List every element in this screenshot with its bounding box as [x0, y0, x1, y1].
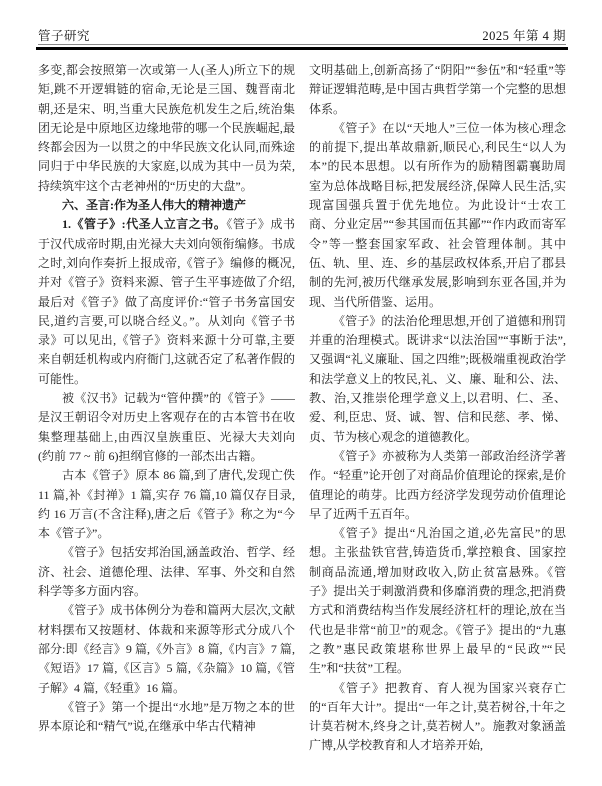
page-body — [38, 61, 566, 776]
running-head — [38, 26, 566, 44]
paragraph: 《管子》把教育、育人视为国家兴衰存亡的“百年大计”。提出“一年之计,莫若树谷,十年之计莫若树木,终身之计,莫若树人”。施教对象涵盖广博,从学校教育和人才培养开始, — [309, 680, 566, 753]
header-rule-thick — [36, 47, 568, 50]
header-rule-thin — [38, 44, 566, 45]
paragraph: 古本《管子》原本 86 篇,到了唐代,发现亡佚 11 篇,补《封禅》1 篇,实存 76 篇,10 篇仅存目录,约 16 万言(不含注释),唐之后《管子》称之为“今本《管子》”。 — [38, 468, 295, 541]
paragraph: 文明基础上,创新高扬了“阴阳”“参伍”和“轻重”等辩证逻辑范畴,是中国古典哲学第一个完整的思想体系。 — [309, 63, 566, 116]
paragraph: 《管子》包括安邦治国,涵盖政治、哲学、经济、社会、道德伦理、法律、军事、外交和自然科学等多方面内容。 — [38, 545, 295, 599]
section-heading: 六、圣言:作为圣人伟大的精神遗产 — [62, 198, 246, 213]
issue-label: 2025 年第 4 期 — [482, 29, 566, 43]
paragraph: 多变,都会按照第一次或第一人(圣人)所立下的规矩,跳不开逻辑链的宿命,无论是三国、魏晋南北朝,还是宋、明,当重大民族危机发生之后,统治集团无论是中原地区边缘地带的哪一个民族崛起,最终都会因为一以贯之的中华民族文化认同,而殊途同归于中华民族的大家庭,以成为其中一员为荣,持续筑牢这个古老神州的“历史的大盘”。 — [38, 63, 295, 193]
text-column-right — [309, 61, 566, 776]
journal-title: 管子研究 — [38, 29, 91, 43]
text-column-left — [38, 61, 295, 776]
paragraph: 《管子》在以“天地人”三位一体为核心理念的前提下,提出革故鼎新,顺民心,利民生“以人为本”的民本思想。以有所作为的励精图霸襄助周室为总体战略目标,把发展经济,保障人民生活,实现富国强兵置于优先地位。为此设计“士农工商、分业定居”“参其国而伍其鄙”“作内政而寄军令”等一整套国家军政、社会管理体制。其中伍、轨、里、连、乡的基层政权体系,开启了郡县制的先河,被历代继承发展,影响到东亚各国,并为现、当代所借鉴、运用。 — [309, 120, 566, 309]
paragraph: 被《汉书》记载为“管仲撰”的《管子》——是汉王朝诏令对历史上客观存在的古本管书在收集整理基础上,由西汉皇族重臣、光禄大夫刘向(约前 77 ~ 前 6)担纲官修的一部杰出古籍。 — [38, 391, 295, 463]
paragraph: 《管子》成书体例分为卷和篇两大层次,文献材料摆布又按题材、体裁和来源等形式分成八个部分:即《经言》9 篇,《外言》8 篇,《内言》7 篇,《短语》17 篇,《区言》5 篇,《杂篇》10 篇,《管子解》4 篇,《轻重》16 篇。 — [38, 603, 295, 695]
paragraph: 《管子》第一个提出“水地”是万物之本的世界本原论和“精气”说,在继承中华古代精神 — [38, 699, 295, 734]
paragraph: 《管子》的法治伦理思想,开创了道德和刑罚并重的治理模式。既讲求“以法治国”“事断于法”,又强调“礼义廉耻、国之四维”;既极端重视政治学和法学意义上的牧民,礼、义、廉、耻和公、法、教、治,又推崇伦理学意义上,以君明、仁、圣、爱、利,臣忠、贤、诚、智、信和民慈、孝、悌、贞、节为核心观念的道德教化。 — [309, 313, 566, 444]
paragraph: 《管子》提出“凡治国之道,必先富民”的思想。主张盐铁官营,铸造货币,掌控粮食、国家控制商品流通,增加财政收入,防止贫富悬殊。《管子》提出关于刺激消费和侈靡消费的理念,把消费方式和消费结构当作发展经济杠杆的理论,放在当代也是非常“前卫”的观念。《管子》提出的“九惠之教”惠民政策堪称世界上最早的“民政”“民生”和“扶贫”工程。 — [309, 526, 566, 676]
paragraph: 《管子》亦被称为人类第一部政治经济学著作。“轻重”论开创了对商品价值理论的探索,是价值理论的萌芽。比西方经济学发现劳动价值理论早了近两千五百年。 — [309, 448, 566, 521]
paragraph-lead: 1.《管子》:代圣人立言之书。 — [62, 217, 227, 232]
paragraph: 1.《管子》:代圣人立言之书。《管子》成书于汉代成帝时期,由光禄大夫刘向领衔编修。书成之时,刘向作奏折上报成帝,《管子》编修的概况,并对《管子》资料来源、管子生平事迹做了介绍,最后对《管子》做了高度评价:“管子书务富国安民,道约言要,可以晓合经义。”。从刘向《管子书录》可以见出,《管子》资料来源十分可靠,主要来自朝廷机构或内府衙门,这就否定了私著作假的可能性。 — [38, 217, 295, 386]
